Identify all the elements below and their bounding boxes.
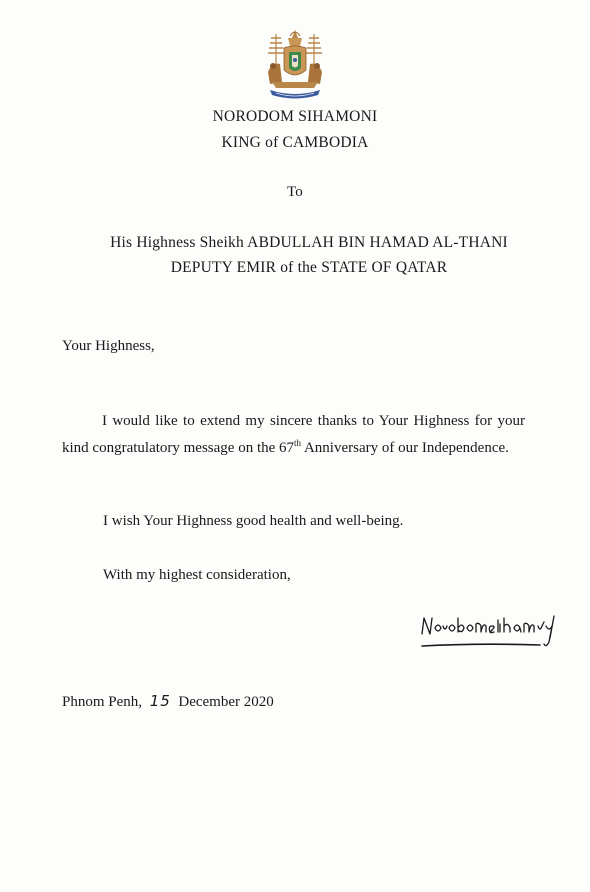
recipient-prefix: His Highness Sheikh — [110, 234, 248, 251]
to-label: To — [286, 184, 303, 200]
place-and-date — [62, 692, 274, 711]
ordinal-suffix: th — [294, 437, 302, 448]
handwritten-signature-icon — [418, 612, 558, 656]
body-paragraph-thanks — [62, 408, 525, 461]
royal-crest-icon — [262, 28, 328, 100]
paragraph-text-end: Anniversary of our Independence. — [301, 439, 509, 456]
handwritten-day: 15 — [149, 692, 171, 710]
paragraph-text-start: I would like to extend my sincere thanks to Your Highness for your kind congratulatory message on the 67 — [62, 413, 525, 456]
salutation: Your Highness, — [62, 338, 155, 354]
body-paragraph-wish: I wish Your Highness good health and well-being. — [103, 513, 404, 529]
recipient-title: DEPUTY EMIR of the STATE OF QATAR — [170, 259, 448, 276]
sender-title: KING of CAMBODIA — [221, 134, 369, 151]
place: Phnom Penh, — [62, 694, 143, 710]
month-year: December 2020 — [178, 694, 274, 710]
sender-name: NORODOM SIHAMONI — [212, 108, 378, 125]
recipient-full-name: ABDULLAH BIN HAMAD AL-THANI — [247, 234, 508, 251]
recipient-name — [14, 234, 590, 252]
closing-line: With my highest consideration, — [103, 567, 291, 583]
